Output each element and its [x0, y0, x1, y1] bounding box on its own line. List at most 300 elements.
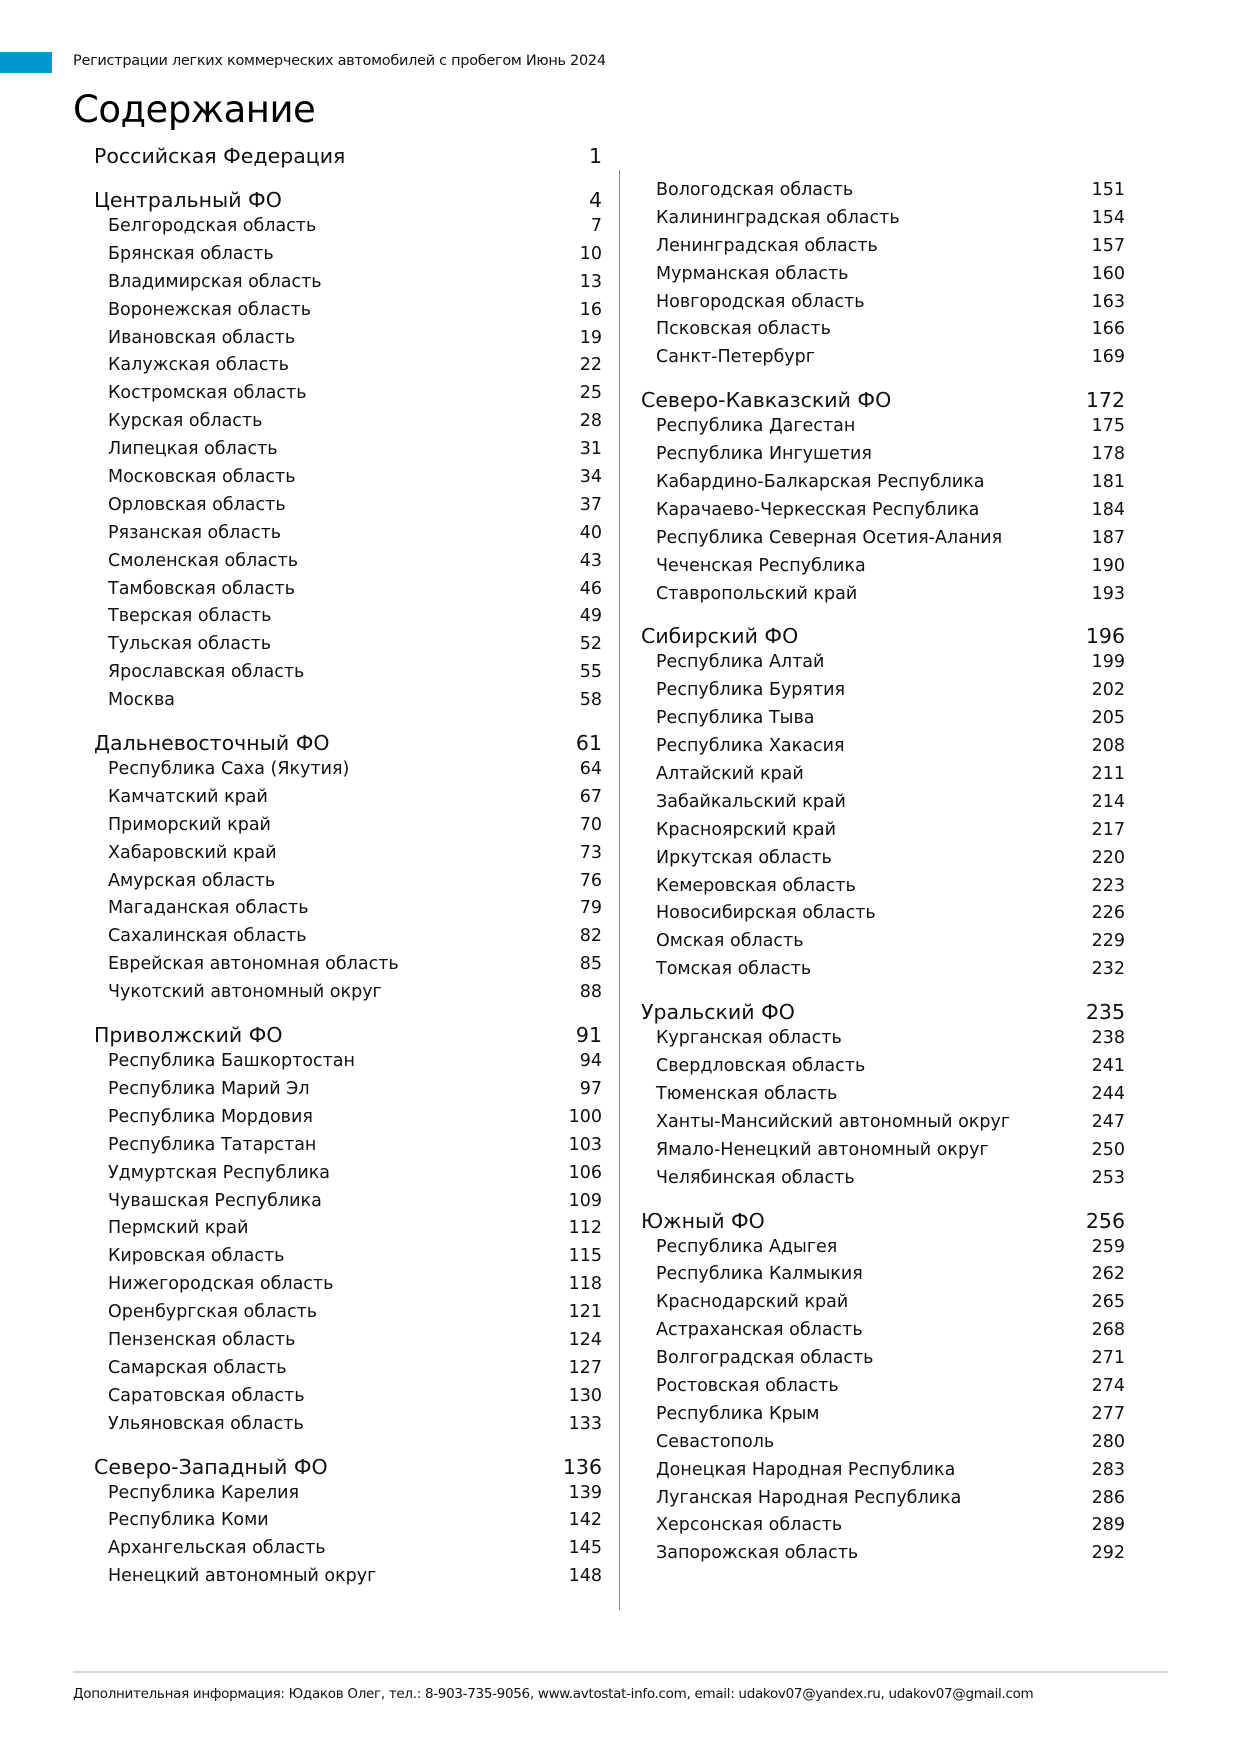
toc-region-entry[interactable]: [641, 1348, 1125, 1376]
toc-region-label: Брянская область: [108, 243, 274, 264]
toc-district-entry[interactable]: [641, 388, 1125, 416]
toc-region-entry[interactable]: [94, 843, 602, 871]
toc-region-label: Тамбовская область: [108, 578, 295, 599]
toc-region-page: 175: [1091, 416, 1125, 437]
toc-region-label: Республика Тыва: [656, 708, 815, 729]
toc-region-entry[interactable]: [641, 1376, 1125, 1404]
toc-region-entry[interactable]: [94, 1302, 602, 1330]
toc-region-label: Кабардино-Балкарская Республика: [656, 472, 985, 493]
toc-region-entry[interactable]: [641, 848, 1125, 876]
toc-region-entry[interactable]: [641, 319, 1125, 347]
toc-region-page: 274: [1091, 1375, 1125, 1396]
toc-right-column: [641, 180, 1125, 1571]
toc-region-entry[interactable]: [641, 1112, 1125, 1140]
toc-region-label: Приморский край: [108, 814, 271, 835]
toc-region-label: Магаданская область: [108, 898, 309, 919]
toc-region-label: Мурманская область: [656, 263, 849, 284]
toc-region-page: 193: [1091, 583, 1125, 604]
toc-region-entry[interactable]: [94, 523, 602, 551]
toc-region-entry[interactable]: [94, 1274, 602, 1302]
toc-district-page: 4: [588, 188, 602, 212]
toc-region-page: 109: [568, 1190, 602, 1211]
toc-region-page: 208: [1091, 736, 1125, 757]
toc-region-page: 43: [579, 550, 602, 571]
toc-district-entry[interactable]: [94, 1023, 602, 1051]
toc-region-label: Ставропольский край: [656, 583, 858, 604]
toc-district-label: Северо-Кавказский ФО: [641, 388, 892, 413]
toc-region-entry[interactable]: [641, 1168, 1125, 1196]
toc-region-entry[interactable]: [641, 1488, 1125, 1516]
toc-region-entry[interactable]: [94, 871, 602, 899]
toc-region-label: Костромская область: [108, 383, 307, 404]
toc-region-label: Свердловская область: [656, 1056, 866, 1077]
toc-region-label: Калининградская область: [656, 207, 900, 228]
toc-region-page: 271: [1091, 1348, 1125, 1369]
toc-region-label: Иркутская область: [656, 847, 832, 868]
toc-region-label: Омская область: [656, 931, 804, 952]
toc-region-entry[interactable]: [641, 652, 1125, 680]
toc-region-entry[interactable]: [641, 264, 1125, 292]
toc-region-entry[interactable]: [641, 959, 1125, 987]
toc-region-page: 169: [1091, 347, 1125, 368]
toc-district-label: Дальневосточный ФО: [94, 731, 330, 756]
toc-region-page: 16: [579, 299, 602, 320]
toc-region-entry[interactable]: [641, 584, 1125, 612]
toc-region-entry[interactable]: [641, 1320, 1125, 1348]
toc-region-entry[interactable]: [641, 708, 1125, 736]
toc-region-label: Алтайский край: [656, 764, 804, 785]
toc-region-entry[interactable]: [94, 954, 602, 982]
toc-region-page: 76: [579, 870, 602, 891]
toc-region-page: 205: [1091, 708, 1125, 729]
toc-region-label: Донецкая Народная Республика: [656, 1459, 956, 1480]
toc-region-page: 103: [568, 1134, 602, 1155]
toc-region-page: 13: [579, 271, 602, 292]
toc-district-entry[interactable]: [94, 731, 602, 759]
toc-district-page: 256: [1085, 1208, 1125, 1233]
toc-district-label: Северо-Западный ФО: [94, 1454, 328, 1479]
toc-region-label: Чувашская Республика: [108, 1190, 322, 1211]
toc-region-page: 202: [1091, 680, 1125, 701]
toc-region-label: Псковская область: [656, 319, 831, 340]
toc-region-entry[interactable]: [641, 903, 1125, 931]
toc-region-label: Херсонская область: [656, 1515, 843, 1536]
toc-region-label: Камчатский край: [108, 786, 268, 807]
toc-region-entry[interactable]: [641, 931, 1125, 959]
toc-region-page: 73: [579, 842, 602, 863]
toc-district-entry[interactable]: [94, 188, 602, 216]
toc-region-entry[interactable]: [641, 416, 1125, 444]
toc-region-page: 34: [579, 467, 602, 488]
toc-region-label: Луганская Народная Республика: [656, 1487, 962, 1508]
report-header-title: Регистрации легких коммерческих автомобилей с пробегом Июнь 2024: [73, 53, 606, 69]
toc-region-entry[interactable]: [94, 1386, 602, 1414]
toc-entry-label: Российская Федерация: [94, 144, 346, 168]
toc-region-label: Севастополь: [656, 1431, 775, 1452]
toc-district-page: 91: [575, 1023, 602, 1048]
toc-region-label: Республика Калмыкия: [656, 1264, 863, 1285]
toc-region-label: Республика Марий Эл: [108, 1078, 310, 1099]
toc-region-label: Архангельская область: [108, 1538, 326, 1559]
toc-region-label: Тульская область: [108, 634, 272, 655]
toc-region-page: 253: [1091, 1167, 1125, 1188]
toc-region-label: Амурская область: [108, 870, 276, 891]
toc-region-page: 127: [568, 1357, 602, 1378]
toc-region-label: Рязанская область: [108, 522, 282, 543]
toc-region-entry[interactable]: [94, 495, 602, 523]
toc-region-label: Воронежская область: [108, 299, 312, 320]
toc-district-page: 61: [575, 731, 602, 756]
toc-entry-russian-federation[interactable]: [94, 144, 602, 188]
toc-region-label: Республика Карелия: [108, 1482, 300, 1503]
toc-region-label: Республика Дагестан: [656, 416, 856, 437]
toc-left-column: [94, 144, 602, 1594]
toc-region-page: 247: [1091, 1111, 1125, 1132]
toc-region-label: Оренбургская область: [108, 1302, 318, 1323]
toc-region-entry[interactable]: [94, 926, 602, 954]
toc-region-page: 121: [568, 1302, 602, 1323]
toc-region-entry[interactable]: [641, 1028, 1125, 1056]
toc-region-page: 250: [1091, 1139, 1125, 1160]
toc-region-entry[interactable]: [94, 551, 602, 579]
toc-region-label: Челябинская область: [656, 1167, 855, 1188]
toc-region-page: 199: [1091, 652, 1125, 673]
toc-region-page: 265: [1091, 1292, 1125, 1313]
toc-region-entry[interactable]: [94, 355, 602, 383]
toc-region-page: 163: [1091, 291, 1125, 312]
toc-region-entry[interactable]: [641, 1515, 1125, 1543]
toc-region-entry[interactable]: [641, 444, 1125, 472]
toc-region-entry[interactable]: [94, 1246, 602, 1274]
toc-region-entry[interactable]: [641, 1140, 1125, 1168]
toc-region-label: Чукотский автономный округ: [108, 982, 382, 1003]
toc-region-page: 142: [568, 1510, 602, 1531]
toc-region-page: 190: [1091, 555, 1125, 576]
toc-region-label: Кемеровская область: [656, 875, 856, 896]
toc-district-entry[interactable]: [641, 624, 1125, 652]
toc-region-label: Нижегородская область: [108, 1274, 334, 1295]
toc-region-entry[interactable]: [641, 472, 1125, 500]
toc-district-entry[interactable]: [641, 1209, 1125, 1237]
toc-region-label: Курганская область: [656, 1028, 842, 1049]
toc-region-page: 160: [1091, 263, 1125, 284]
toc-region-entry[interactable]: [641, 876, 1125, 904]
toc-region-label: Пермский край: [108, 1218, 249, 1239]
toc-region-label: Ямало-Ненецкий автономный округ: [656, 1139, 989, 1160]
toc-region-label: Республика Ингушетия: [656, 444, 872, 465]
toc-region-entry[interactable]: [641, 556, 1125, 584]
toc-region-entry[interactable]: [641, 528, 1125, 556]
toc-region-entry[interactable]: [94, 1191, 602, 1219]
header-accent-bar: [0, 52, 52, 73]
toc-region-page: 244: [1091, 1083, 1125, 1104]
toc-region-label: Еврейская автономная область: [108, 954, 399, 975]
toc-region-page: 22: [579, 355, 602, 376]
toc-region-label: Карачаево-Черкесская Республика: [656, 499, 980, 520]
toc-region-label: Новгородская область: [656, 291, 865, 312]
toc-region-entry[interactable]: [94, 1414, 602, 1442]
toc-region-label: Волгоградская область: [656, 1348, 874, 1369]
toc-district-page: 172: [1085, 388, 1125, 413]
toc-region-label: Красноярский край: [656, 819, 836, 840]
toc-region-entry[interactable]: [94, 1079, 602, 1107]
toc-region-entry[interactable]: [94, 1566, 602, 1594]
toc-region-entry[interactable]: [94, 411, 602, 439]
toc-district-label: Южный ФО: [641, 1208, 765, 1233]
toc-region-page: 289: [1091, 1515, 1125, 1536]
toc-region-page: 64: [579, 759, 602, 780]
toc-district-label: Уральский ФО: [641, 1000, 795, 1025]
toc-region-page: 49: [579, 606, 602, 627]
page-title: Содержание: [73, 88, 316, 131]
toc-region-entry[interactable]: [94, 439, 602, 467]
column-divider: [619, 170, 620, 1610]
toc-region-entry[interactable]: [94, 1358, 602, 1386]
toc-region-entry[interactable]: [94, 383, 602, 411]
toc-left-sections: [94, 188, 602, 1594]
footer-contact-info: Дополнительная информация: Юдаков Олег, тел.: 8-903-735-9056, www.avtostat-info.com, email: udakov07@yandex.ru, udakov07@gmail.com: [73, 1686, 1034, 1702]
toc-region-page: 10: [579, 243, 602, 264]
toc-region-entry[interactable]: [94, 300, 602, 328]
toc-region-page: 46: [579, 578, 602, 599]
toc-region-label: Вологодская область: [656, 180, 854, 200]
toc-region-entry[interactable]: [94, 759, 602, 787]
toc-region-entry[interactable]: [641, 736, 1125, 764]
toc-region-label: Курская область: [108, 411, 263, 432]
toc-region-entry[interactable]: [641, 236, 1125, 264]
toc-region-page: 97: [579, 1078, 602, 1099]
toc-region-entry[interactable]: [94, 1135, 602, 1163]
toc-region-page: 268: [1091, 1320, 1125, 1341]
toc-region-entry[interactable]: [94, 1218, 602, 1246]
toc-region-label: Орловская область: [108, 494, 286, 515]
toc-region-page: 58: [579, 690, 602, 711]
toc-region-label: Тверская область: [108, 606, 272, 627]
toc-region-entry[interactable]: [94, 787, 602, 815]
toc-region-page: 184: [1091, 499, 1125, 520]
toc-region-page: 37: [579, 494, 602, 515]
toc-region-page: 67: [579, 786, 602, 807]
toc-region-page: 112: [568, 1218, 602, 1239]
toc-region-label: Белгородская область: [108, 216, 317, 236]
toc-region-label: Республика Мордовия: [108, 1106, 313, 1127]
toc-region-entry[interactable]: [94, 579, 602, 607]
toc-region-label: Самарская область: [108, 1357, 287, 1378]
toc-region-page: 79: [579, 898, 602, 919]
toc-region-label: Республика Северная Осетия-Алания: [656, 527, 1003, 548]
toc-region-label: Москва: [108, 690, 176, 711]
toc-region-label: Калужская область: [108, 355, 289, 376]
toc-region-label: Новосибирская область: [656, 903, 876, 924]
toc-region-label: Республика Хакасия: [656, 736, 845, 757]
toc-region-page: 85: [579, 954, 602, 975]
toc-district-entry[interactable]: [641, 1000, 1125, 1028]
toc-region-label: Республика Коми: [108, 1510, 269, 1531]
toc-region-page: 226: [1091, 903, 1125, 924]
toc-region-page: 166: [1091, 319, 1125, 340]
toc-region-page: 82: [579, 926, 602, 947]
toc-region-page: 229: [1091, 931, 1125, 952]
toc-region-page: 232: [1091, 959, 1125, 980]
toc-region-page: 211: [1091, 764, 1125, 785]
toc-region-entry[interactable]: [94, 982, 602, 1010]
toc-region-label: Ярославская область: [108, 662, 305, 683]
footer-divider: [73, 1671, 1168, 1673]
toc-region-label: Республика Адыгея: [656, 1236, 838, 1257]
toc-region-entry[interactable]: [641, 1432, 1125, 1460]
toc-region-entry[interactable]: [94, 606, 602, 634]
toc-district-page: 235: [1085, 1000, 1125, 1025]
toc-region-entry[interactable]: [641, 1237, 1125, 1265]
toc-region-label: Липецкая область: [108, 439, 278, 460]
toc-region-label: Владимирская область: [108, 271, 322, 292]
toc-region-page: 100: [568, 1106, 602, 1127]
toc-region-entry[interactable]: [94, 1510, 602, 1538]
toc-region-entry[interactable]: [641, 1292, 1125, 1320]
toc-region-label: Хабаровский край: [108, 842, 277, 863]
toc-region-page: 133: [568, 1413, 602, 1434]
toc-region-label: Тюменская область: [656, 1083, 838, 1104]
toc-region-entry[interactable]: [641, 1056, 1125, 1084]
toc-region-page: 28: [579, 411, 602, 432]
toc-entry-page: 1: [588, 144, 602, 168]
toc-region-page: 31: [579, 439, 602, 460]
toc-region-page: 154: [1091, 207, 1125, 228]
toc-region-page: 283: [1091, 1459, 1125, 1480]
toc-region-entry[interactable]: [641, 1460, 1125, 1488]
toc-region-label: Ивановская область: [108, 327, 296, 348]
toc-region-page: 241: [1091, 1056, 1125, 1077]
toc-district-page: 196: [1085, 624, 1125, 649]
toc-region-label: Забайкальский край: [656, 791, 846, 812]
toc-region-entry[interactable]: [94, 244, 602, 272]
toc-region-label: Республика Татарстан: [108, 1134, 317, 1155]
toc-region-entry[interactable]: [94, 1483, 602, 1511]
toc-region-entry[interactable]: [94, 690, 602, 718]
toc-region-page: 292: [1091, 1543, 1125, 1564]
toc-region-label: Московская область: [108, 467, 296, 488]
toc-region-page: 7: [590, 216, 602, 236]
toc-region-page: 157: [1091, 235, 1125, 256]
toc-region-entry[interactable]: [641, 1543, 1125, 1571]
toc-region-page: 94: [579, 1051, 602, 1072]
toc-right-sections: [641, 180, 1125, 1571]
toc-region-label: Санкт-Петербург: [656, 347, 815, 368]
toc-region-page: 223: [1091, 875, 1125, 896]
toc-district-label: Приволжский ФО: [94, 1023, 283, 1048]
toc-district-label: Центральный ФО: [94, 188, 282, 212]
toc-region-entry[interactable]: [641, 820, 1125, 848]
toc-region-label: Запорожская область: [656, 1543, 859, 1564]
toc-region-entry[interactable]: [641, 1264, 1125, 1292]
toc-region-page: 151: [1091, 180, 1125, 200]
toc-region-entry[interactable]: [641, 500, 1125, 528]
toc-region-entry[interactable]: [641, 764, 1125, 792]
toc-region-label: Ханты-Мансийский автономный округ: [656, 1111, 1011, 1132]
toc-region-label: Республика Алтай: [656, 652, 825, 673]
toc-region-entry[interactable]: [641, 292, 1125, 320]
toc-region-label: Ростовская область: [656, 1375, 839, 1396]
toc-region-entry[interactable]: [94, 1051, 602, 1079]
toc-region-entry[interactable]: [94, 815, 602, 843]
toc-region-page: 115: [568, 1246, 602, 1267]
toc-region-entry[interactable]: [94, 1163, 602, 1191]
toc-region-page: 145: [568, 1538, 602, 1559]
toc-region-entry[interactable]: [641, 208, 1125, 236]
toc-region-label: Саратовская область: [108, 1385, 305, 1406]
toc-region-entry[interactable]: [94, 1538, 602, 1566]
toc-region-entry[interactable]: [641, 792, 1125, 820]
toc-region-entry[interactable]: [94, 216, 602, 244]
toc-region-entry[interactable]: [94, 272, 602, 300]
toc-region-label: Республика Башкортостан: [108, 1051, 355, 1072]
toc-region-page: 286: [1091, 1487, 1125, 1508]
toc-region-page: 118: [568, 1274, 602, 1295]
toc-region-page: 214: [1091, 791, 1125, 812]
toc-region-page: 217: [1091, 819, 1125, 840]
toc-region-label: Республика Бурятия: [656, 680, 846, 701]
toc-region-page: 52: [579, 634, 602, 655]
toc-region-page: 130: [568, 1385, 602, 1406]
toc-region-page: 280: [1091, 1431, 1125, 1452]
toc-region-page: 187: [1091, 527, 1125, 548]
toc-region-label: Краснодарский край: [656, 1292, 849, 1313]
toc-region-entry[interactable]: [94, 328, 602, 356]
toc-region-page: 124: [568, 1329, 602, 1350]
toc-region-label: Ульяновская область: [108, 1413, 304, 1434]
toc-region-entry[interactable]: [94, 1330, 602, 1358]
toc-region-page: 70: [579, 814, 602, 835]
toc-region-entry[interactable]: [641, 1404, 1125, 1432]
toc-region-entry[interactable]: [641, 347, 1125, 375]
toc-region-label: Астраханская область: [656, 1320, 863, 1341]
toc-region-page: 55: [579, 662, 602, 683]
toc-region-page: 181: [1091, 472, 1125, 493]
toc-region-entry[interactable]: [641, 180, 1125, 208]
toc-region-entry[interactable]: [94, 662, 602, 690]
toc-region-page: 259: [1091, 1236, 1125, 1257]
toc-region-page: 25: [579, 383, 602, 404]
toc-region-page: 277: [1091, 1403, 1125, 1424]
toc-region-label: Удмуртская Республика: [108, 1162, 331, 1183]
toc-region-entry[interactable]: [641, 680, 1125, 708]
toc-region-page: 139: [568, 1482, 602, 1503]
toc-region-entry[interactable]: [94, 1107, 602, 1135]
toc-region-label: Кировская область: [108, 1246, 285, 1267]
toc-region-label: Пензенская область: [108, 1329, 296, 1350]
toc-region-page: 220: [1091, 847, 1125, 868]
toc-region-entry[interactable]: [641, 1084, 1125, 1112]
toc-region-label: Республика Саха (Якутия): [108, 759, 350, 780]
toc-region-page: 19: [579, 327, 602, 348]
toc-region-page: 262: [1091, 1264, 1125, 1285]
toc-region-page: 148: [568, 1566, 602, 1587]
toc-region-label: Смоленская область: [108, 550, 299, 571]
toc-district-label: Сибирский ФО: [641, 624, 799, 649]
toc-region-page: 178: [1091, 444, 1125, 465]
toc-region-page: 40: [579, 522, 602, 543]
toc-region-entry[interactable]: [94, 898, 602, 926]
toc-region-entry[interactable]: [94, 634, 602, 662]
toc-region-label: Томская область: [656, 959, 812, 980]
toc-district-entry[interactable]: [94, 1455, 602, 1483]
toc-region-entry[interactable]: [94, 467, 602, 495]
toc-district-page: 136: [562, 1454, 602, 1479]
toc-region-label: Республика Крым: [656, 1403, 820, 1424]
toc-region-page: 106: [568, 1162, 602, 1183]
toc-region-label: Ленинградская область: [656, 235, 878, 256]
toc-region-page: 88: [579, 982, 602, 1003]
